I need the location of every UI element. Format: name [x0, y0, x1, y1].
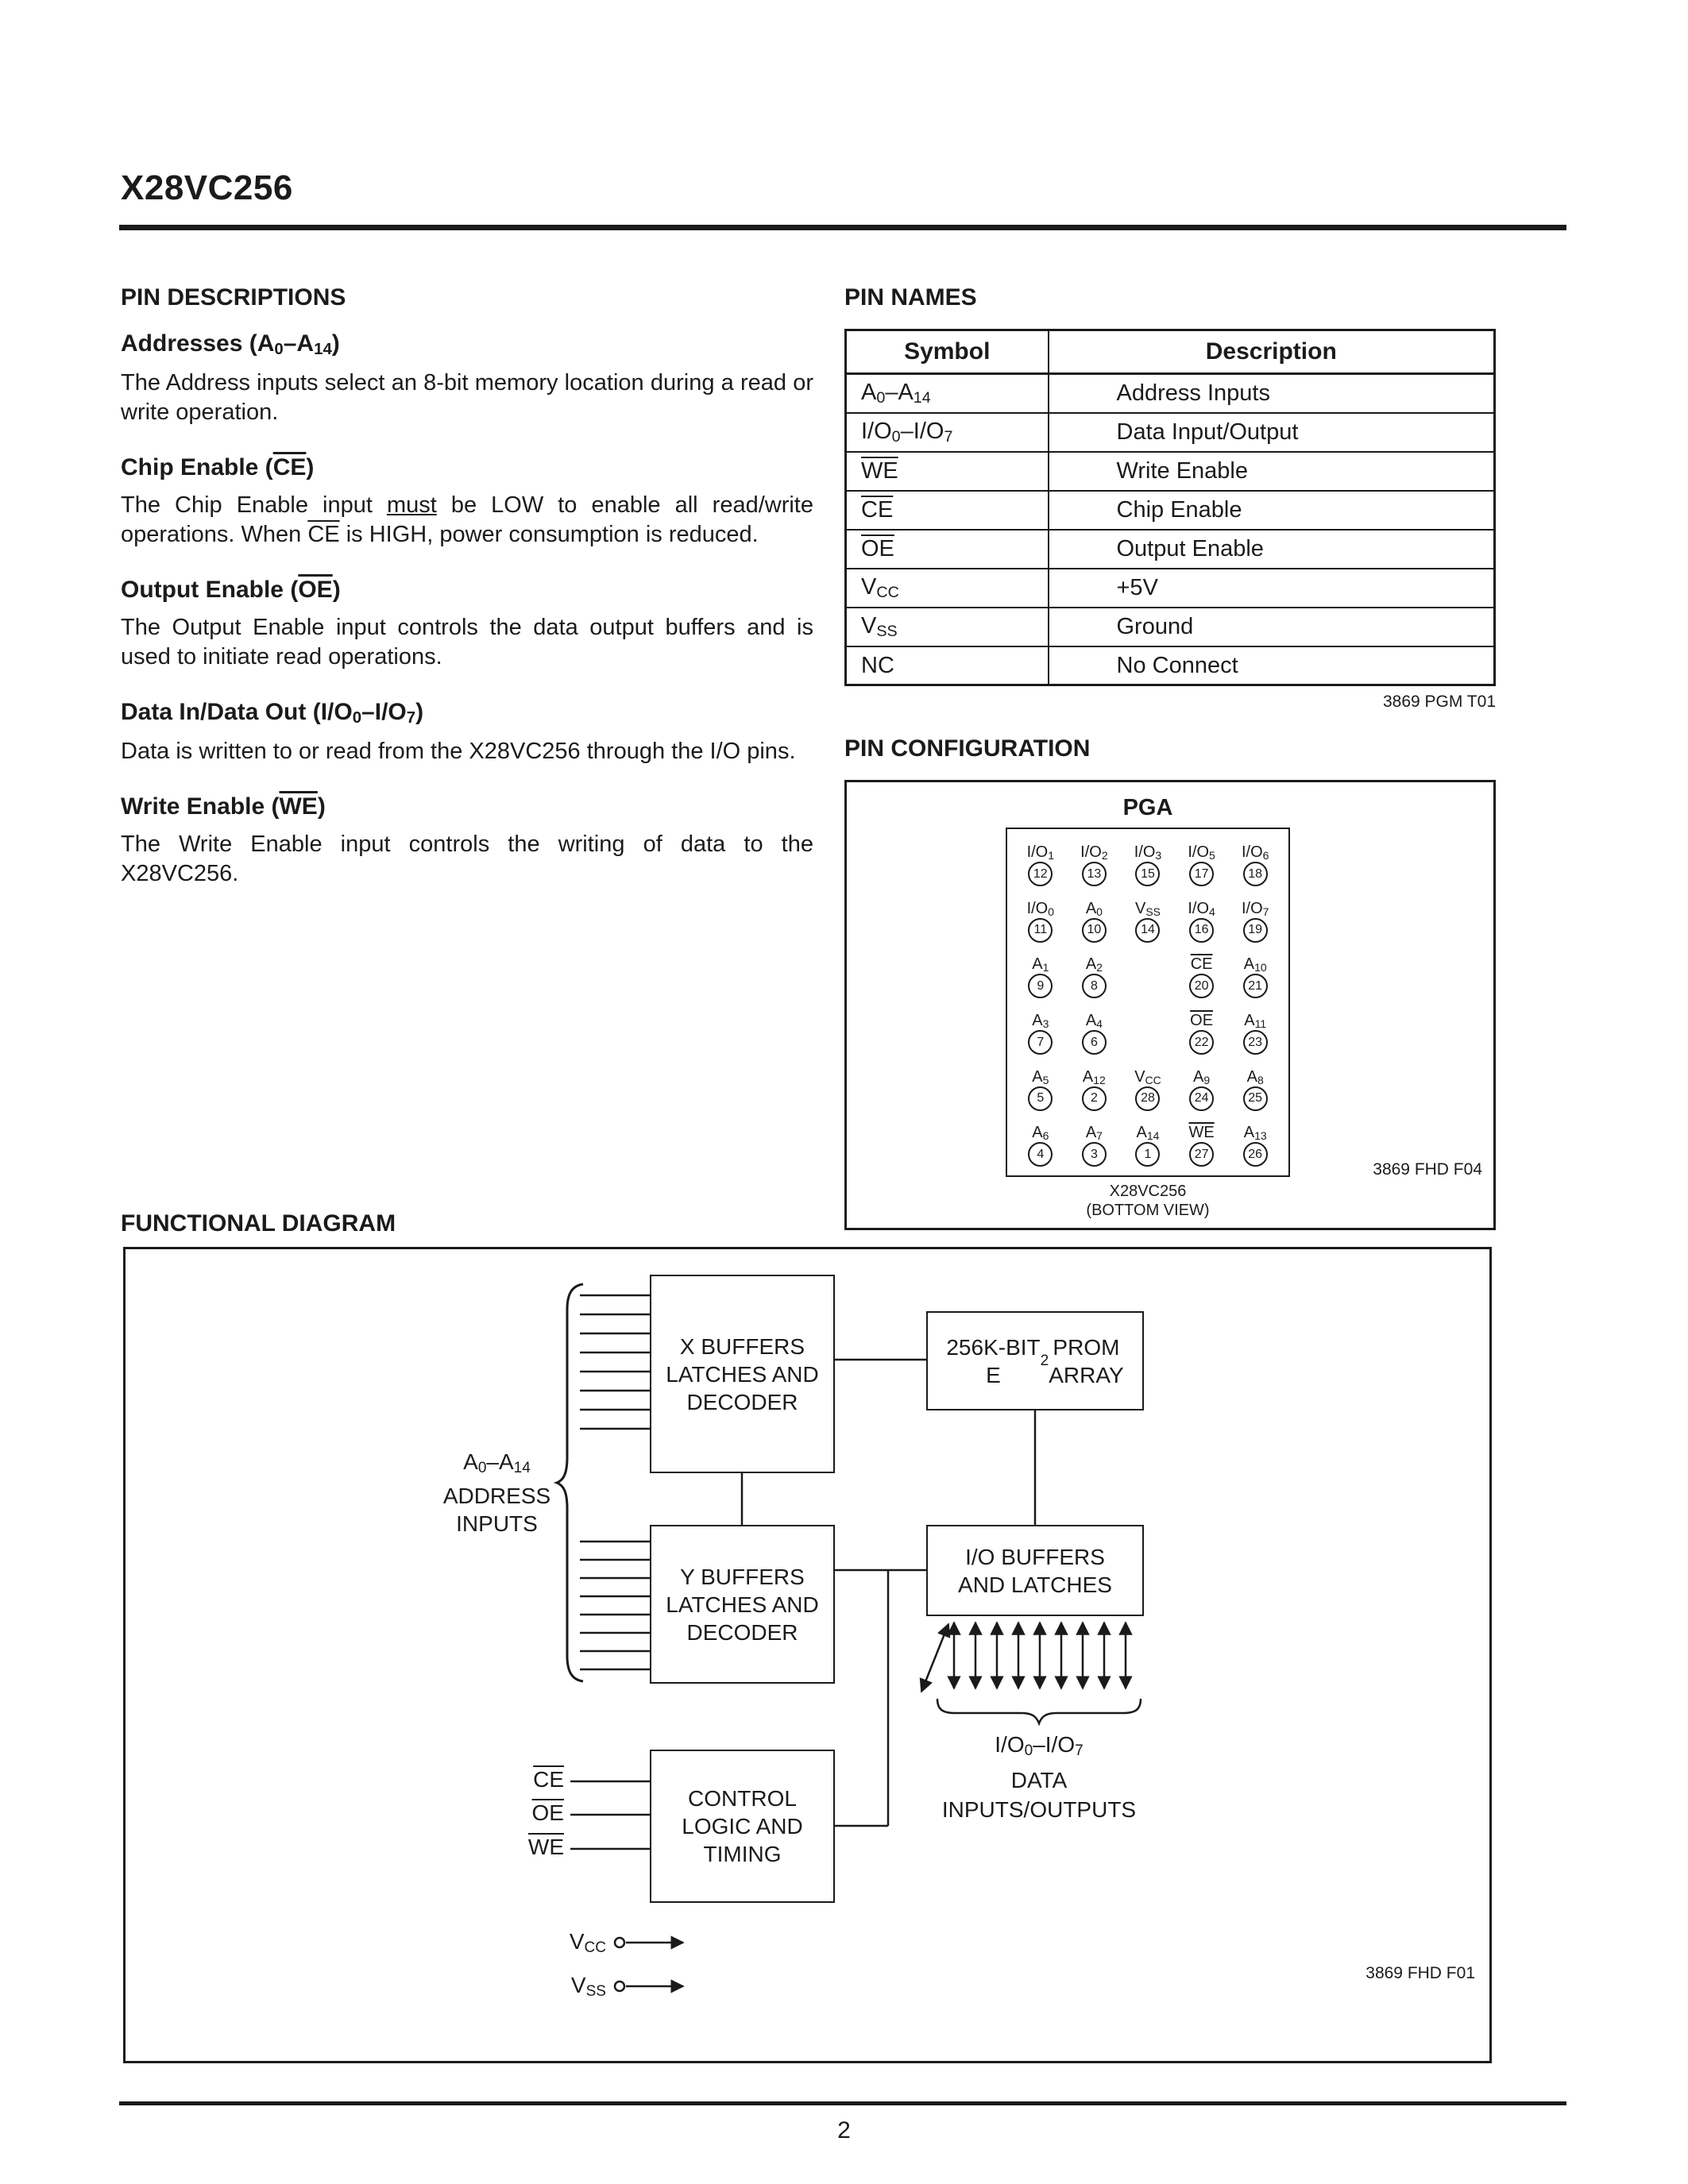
- pga-pin-label: $A_0$: [1085, 899, 1103, 918]
- pga-pin: [1228, 1057, 1282, 1113]
- pin-symbol: $\overline{CE}$: [846, 491, 1049, 530]
- pin-symbol: $I/O_0-I/O_7$: [846, 413, 1049, 452]
- pga-pin: [1068, 1001, 1122, 1057]
- pga-pin-label: $\overline{OE}$: [1190, 1012, 1214, 1030]
- pga-pin: [1228, 832, 1282, 889]
- eeprom-array-block: 256K-BIT E 2 PROM ARRAY: [926, 1311, 1144, 1410]
- pin-names-row: [846, 491, 1495, 530]
- pga-pin-label: $A_{10}$: [1243, 955, 1267, 974]
- pga-pin: [1228, 1001, 1282, 1057]
- pin-symbol: $A_0-A_{14}$: [846, 374, 1049, 413]
- pga-pin-label: $A_7$: [1085, 1124, 1103, 1143]
- pin-description: No Connect: [1049, 646, 1495, 685]
- pga-pin: [1014, 1113, 1068, 1170]
- pga-pin: [1014, 945, 1068, 1001]
- pin-names-table: [844, 329, 1496, 686]
- footer-rule: [119, 2101, 1566, 2105]
- pga-pin-label: $A_1$: [1032, 955, 1049, 974]
- header-rule: [119, 225, 1566, 230]
- pga-pin-label: $I/O_6$: [1241, 843, 1269, 862]
- data-io-label: $I/O_0-I/O_7$ DATA INPUTS/OUTPUTS: [941, 1732, 1137, 1822]
- page-number: 2: [837, 2117, 851, 2143]
- pin-names-header-row: [846, 330, 1495, 374]
- pga-pin-label: $I/O_1$: [1026, 843, 1055, 862]
- pin-names-row: [846, 646, 1495, 685]
- pga-pin: [1121, 1057, 1175, 1113]
- pga-pin-number: 14: [1135, 918, 1160, 943]
- ce-signal-label: $\overline{CE}$: [533, 1767, 564, 1792]
- pin-descriptions-heading: PIN DESCRIPTIONS: [121, 284, 346, 311]
- pin-symbol: $\overline{WE}$: [846, 452, 1049, 491]
- pin-symbol: NC: [846, 646, 1049, 685]
- section-body: The Output Enable input controls the data output buffers and is used to initiate read operations.: [121, 615, 813, 670]
- pin-description: +5V: [1049, 569, 1495, 608]
- pga-pin-label: $A_{14}$: [1136, 1124, 1160, 1143]
- control-logic-block: CONTROL LOGIC AND TIMING: [650, 1750, 835, 1903]
- pga-pin-number: 18: [1243, 862, 1268, 886]
- pga-pin-number: 28: [1135, 1086, 1160, 1111]
- functional-diagram-figure-id: 3869 FHD F01: [1365, 1964, 1475, 1982]
- pin-description: Write Enable: [1049, 452, 1495, 491]
- pga-pin-label: $A_{13}$: [1243, 1124, 1267, 1143]
- pga-empty-cell: [1121, 1001, 1175, 1057]
- pin-names-row: [846, 452, 1495, 491]
- pin-descriptions-section: [121, 284, 813, 889]
- pga-pin-label: $V_{SS}$: [1134, 899, 1161, 918]
- pin-names-row: [846, 569, 1495, 608]
- pga-pin-label: $I/O_4$: [1188, 899, 1215, 918]
- pga-pin-number: 3: [1082, 1142, 1107, 1167]
- pin-configuration-figure-id: 3869 FHD F04: [1373, 1160, 1482, 1179]
- functional-diagram-heading: FUNCTIONAL DIAGRAM: [121, 1210, 396, 1237]
- oe-signal-label: $\overline{OE}$: [531, 1800, 564, 1825]
- pga-pin-number: 7: [1028, 1030, 1053, 1055]
- pga-pin-label: $I/O_2$: [1080, 843, 1108, 862]
- address-inputs-label: $A_0-A_{14}$ ADDRESS INPUTS: [442, 1449, 551, 1536]
- pga-pin-number: 5: [1028, 1086, 1053, 1111]
- pga-pin-label: $I/O_5$: [1188, 843, 1215, 862]
- pga-pin-label: $A_9$: [1193, 1067, 1211, 1086]
- y-buffers-block: Y BUFFERS LATCHES AND DECODER: [650, 1525, 835, 1684]
- pin-symbol: $V_{CC}$: [846, 569, 1049, 608]
- functional-diagram-figure: [123, 1247, 1492, 2063]
- pga-pin: [1228, 945, 1282, 1001]
- pga-pin-label: $A_4$: [1085, 1012, 1103, 1030]
- pga-pin-number: 10: [1082, 918, 1107, 943]
- symbol-column-header: Symbol: [846, 330, 1049, 374]
- pga-part-number: X28VC256: [1109, 1183, 1187, 1201]
- pga-pin-number: 6: [1082, 1030, 1107, 1055]
- pga-pin: [1014, 889, 1068, 945]
- pga-pin-number: 22: [1189, 1030, 1214, 1055]
- section-heading: Chip Enable (CE): [121, 454, 315, 481]
- pga-pin-label: $A_2$: [1085, 955, 1103, 974]
- section-heading: Output Enable (OE): [121, 577, 341, 604]
- pga-pin: [1068, 889, 1122, 945]
- pin-description: Address Inputs: [1049, 374, 1495, 413]
- section-body: The Address inputs select an 8-bit memory location during a read or write operation.: [121, 370, 813, 426]
- pga-pin-number: 26: [1243, 1142, 1268, 1167]
- pga-pin: [1014, 1001, 1068, 1057]
- pin-configuration-heading: PIN CONFIGURATION: [844, 735, 1091, 762]
- pin-names-row: [846, 530, 1495, 569]
- pin-names-figure-id: 3869 PGM T01: [1382, 693, 1496, 712]
- pga-pin-label: $I/O_3$: [1134, 843, 1162, 862]
- pga-pin-label: $A_5$: [1032, 1067, 1049, 1086]
- pga-pin-number: 15: [1135, 862, 1160, 886]
- vcc-label: $V_{CC}$: [569, 1929, 606, 1956]
- section-heading: Write Enable (WE): [121, 793, 326, 820]
- description-column-header: Description: [1049, 330, 1495, 374]
- pga-pin: [1121, 832, 1175, 889]
- pin-names-heading: PIN NAMES: [844, 284, 977, 311]
- pga-empty-cell: [1121, 945, 1175, 1001]
- pga-pin: [1068, 832, 1122, 889]
- pga-pin-label: $\overline{WE}$: [1188, 1124, 1215, 1142]
- pga-pin-grid: [1007, 829, 1288, 1175]
- pin-names-row: [846, 413, 1495, 452]
- pga-pin-number: 21: [1243, 974, 1268, 998]
- section-body: The Write Enable input controls the writing of data to the X28VC256.: [121, 832, 813, 887]
- pin-names-section: [844, 284, 1496, 1230]
- pga-footer: [1006, 1182, 1290, 1220]
- pga-pin-number: 13: [1082, 862, 1107, 886]
- pga-pin: [1175, 1001, 1229, 1057]
- pga-pin-number: 1: [1135, 1142, 1160, 1167]
- pga-pin: [1175, 832, 1229, 889]
- pga-pin-label: $V_{CC}$: [1134, 1067, 1161, 1086]
- io-buffers-block: I/O BUFFERS AND LATCHES: [926, 1525, 1144, 1616]
- section-heading: Addresses $(A_0-A_{14})$: [121, 330, 340, 359]
- pin-description: Data Input/Output: [1049, 413, 1495, 452]
- pga-pin-label: $A_8$: [1246, 1067, 1264, 1086]
- pga-pin-number: 11: [1028, 918, 1053, 943]
- pga-pin: [1121, 1113, 1175, 1170]
- pga-pin-number: 8: [1082, 974, 1107, 998]
- pga-pin-number: 24: [1189, 1086, 1214, 1111]
- pin-names-row: [846, 608, 1495, 646]
- pga-pin-label: $A_6$: [1032, 1124, 1049, 1143]
- pga-pin-label: $\overline{CE}$: [1190, 955, 1213, 974]
- pga-pin: [1068, 1113, 1122, 1170]
- pga-pin-number: 17: [1189, 862, 1214, 886]
- pin-description: Ground: [1049, 608, 1495, 646]
- pga-pin-label: $A_{11}$: [1244, 1012, 1267, 1030]
- section-body: Data is written to or read from the X28VC256 through the I/O pins.: [121, 739, 796, 765]
- pga-pin: [1175, 1113, 1229, 1170]
- pga-pin-number: 9: [1028, 974, 1053, 998]
- vss-label: $V_{SS}$: [570, 1973, 606, 2000]
- page-title: X28VC256: [121, 168, 293, 207]
- pga-pin-number: 16: [1189, 918, 1214, 943]
- pga-pin-label: $A_3$: [1032, 1012, 1049, 1030]
- pin-descriptions-body: [121, 330, 813, 889]
- pin-symbol: $V_{SS}$: [846, 608, 1049, 646]
- pga-outline: [1006, 828, 1290, 1177]
- pga-pin-number: 20: [1189, 974, 1214, 998]
- package-label: PGA: [1122, 795, 1173, 821]
- pga-pin: [1014, 1057, 1068, 1113]
- we-signal-label: $\overline{WE}$: [527, 1835, 564, 1859]
- pga-pin: [1014, 832, 1068, 889]
- section-heading: Data In/Data Out $(I/O_0-I/O_7)$: [121, 699, 424, 727]
- pin-symbol: $\overline{OE}$: [846, 530, 1049, 569]
- pga-pin-label: $A_{12}$: [1082, 1067, 1106, 1086]
- pga-pin-number: 4: [1028, 1142, 1053, 1167]
- pin-names-row: [846, 374, 1495, 413]
- pga-pin: [1228, 889, 1282, 945]
- pga-pin-number: 23: [1243, 1030, 1268, 1055]
- pga-pin-number: 19: [1243, 918, 1268, 943]
- pga-pin-number: 12: [1028, 862, 1053, 886]
- pga-view-label: (BOTTOM VIEW): [1086, 1202, 1210, 1220]
- pga-pin: [1175, 889, 1229, 945]
- x-buffers-block: X BUFFERS LATCHES AND DECODER: [650, 1275, 835, 1473]
- section-body: The Chip Enable input must be LOW to enable all read/write operations. When $\overline{CE}$ is HIGH, power consumption is reduced.: [121, 492, 813, 548]
- pga-pin: [1121, 889, 1175, 945]
- pga-pin: [1068, 1057, 1122, 1113]
- pga-pin: [1228, 1113, 1282, 1170]
- pga-pin-number: 27: [1189, 1142, 1214, 1167]
- pga-pin: [1175, 1057, 1229, 1113]
- pin-configuration-figure: [844, 780, 1496, 1230]
- pga-pin-label: $I/O_0$: [1026, 899, 1055, 918]
- pga-pin: [1175, 945, 1229, 1001]
- pga-pin-number: 25: [1243, 1086, 1268, 1111]
- pga-pin-label: $I/O_7$: [1241, 899, 1269, 918]
- pga-pin-number: 2: [1082, 1086, 1107, 1111]
- pga-pin: [1068, 945, 1122, 1001]
- pin-description: Chip Enable: [1049, 491, 1495, 530]
- pin-description: Output Enable: [1049, 530, 1495, 569]
